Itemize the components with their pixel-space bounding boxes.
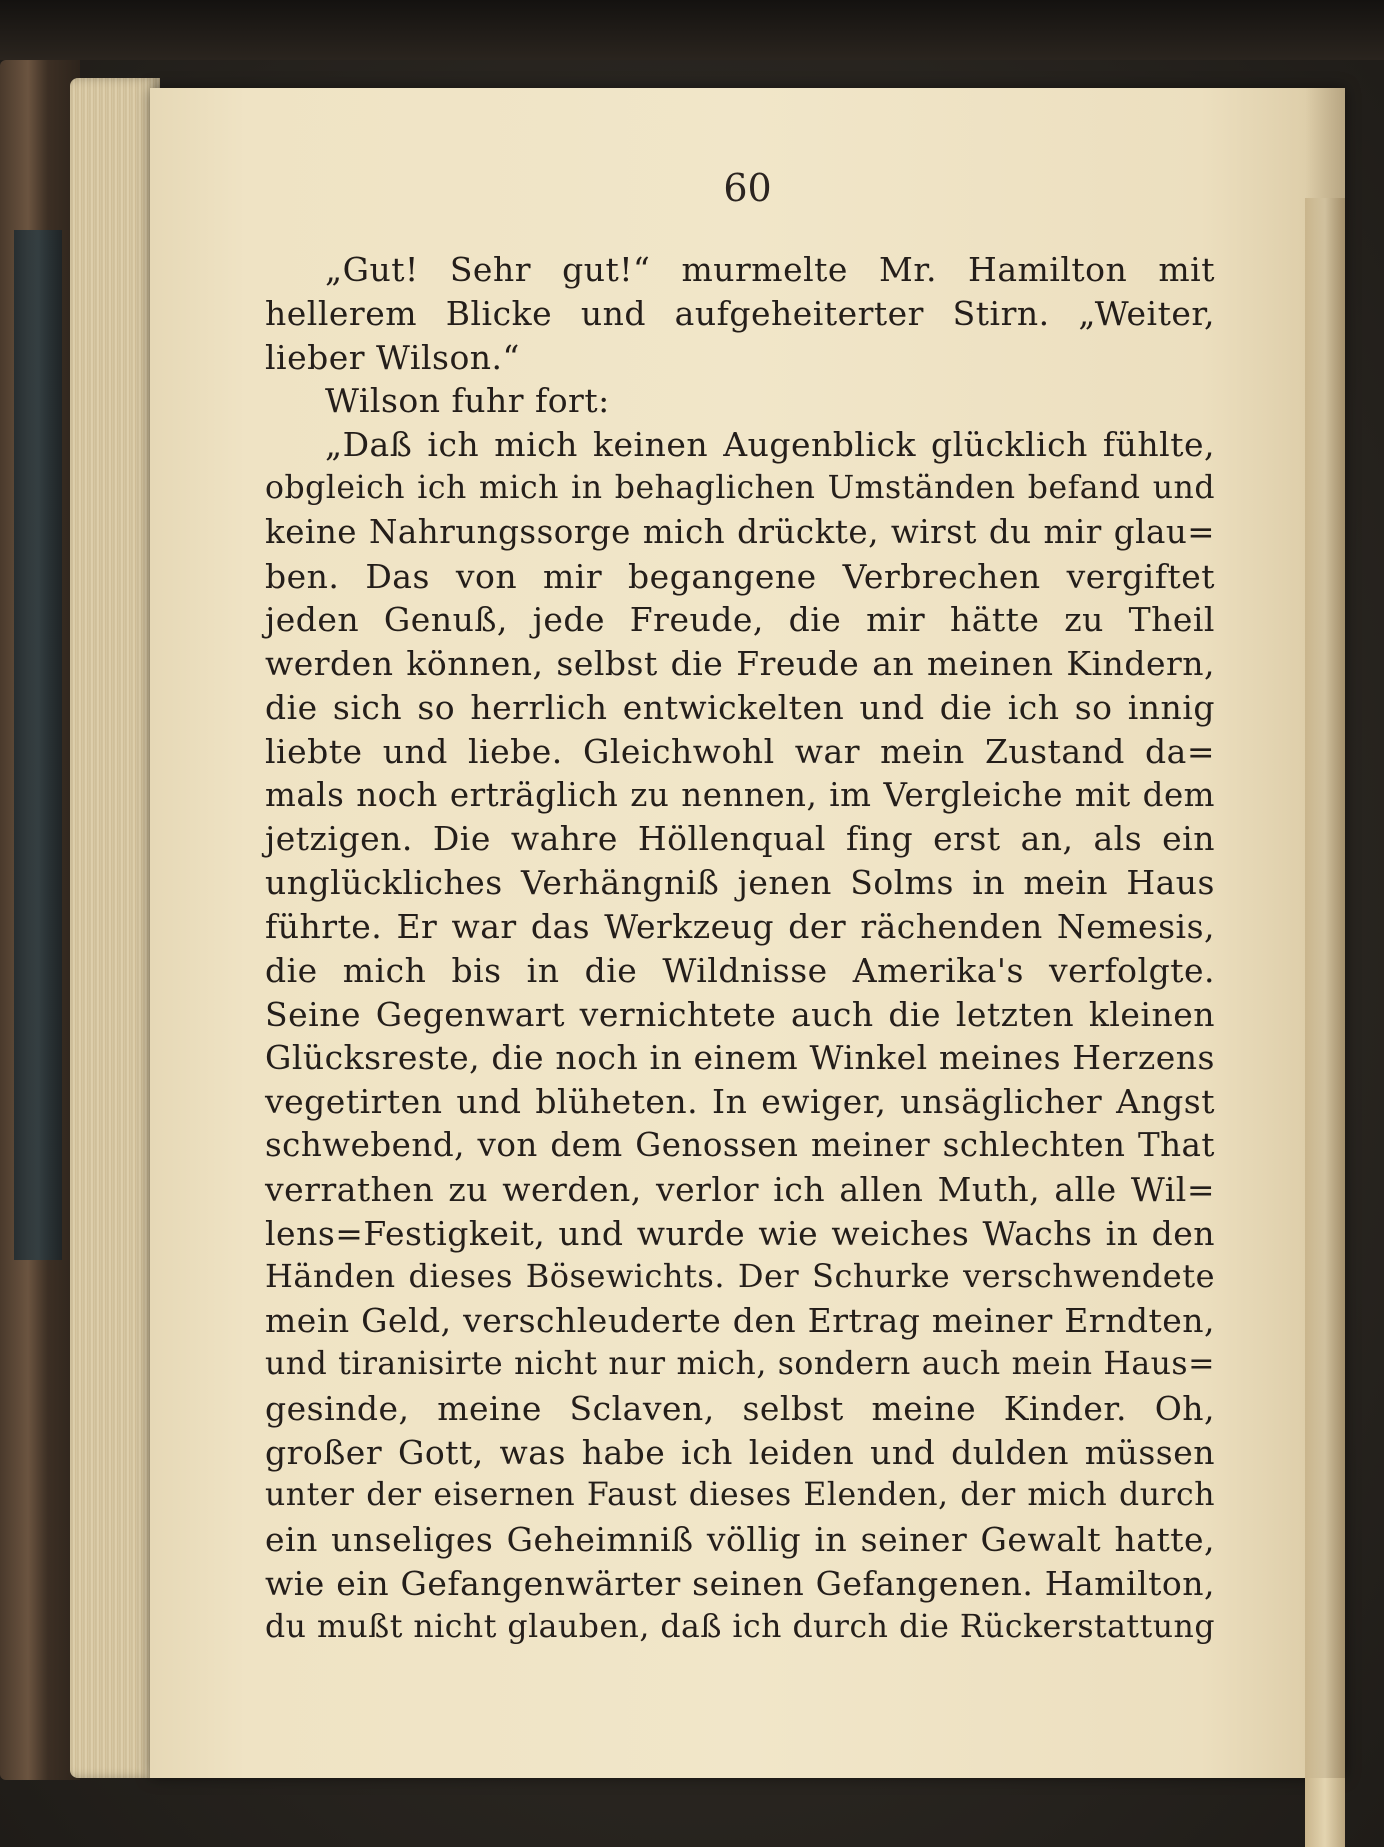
text-line: lens=Festigkeit, und wurde wie weiches Wachs in den xyxy=(265,1213,1215,1253)
text-line: lieber Wilson.“ xyxy=(265,337,520,377)
text-line: und tiranisirte nicht nur mich, sondern auch mein Haus= xyxy=(265,1345,1215,1382)
text-line: Glücksreste, die noch in einem Winkel meines Herzens xyxy=(265,1038,1215,1078)
text-line: gesinde, meine Sclaven, selbst meine Kinder. Oh, xyxy=(265,1388,1215,1428)
text-line: keine Nahrungssorge mich drückte, wirst du mir glau= xyxy=(265,512,1215,551)
book-cover-spine xyxy=(0,60,80,1780)
text-line: unglückliches Verhängniß jenen Solms in mein Haus xyxy=(265,863,1215,903)
text-line: „Daß ich mich keinen Augenblick glücklich fühlte, xyxy=(325,425,1215,465)
text-line: die mich bis in die Wildnisse Amerika's verfolgte. xyxy=(265,950,1215,990)
text-line: obgleich ich mich in behaglichen Umständen befand und xyxy=(265,469,1215,506)
text-line: schwebend, von dem Genossen meiner schlechten That xyxy=(265,1125,1215,1164)
cover-top-edge xyxy=(0,0,1384,60)
text-line: führte. Er war das Werkzeug der rächenden Nemesis, xyxy=(265,906,1215,946)
text-line: mals noch erträglich zu nennen, im Vergleiche mit dem xyxy=(265,775,1215,814)
text-line: wie ein Gefangenwärter seinen Gefangenen. Hamilton, xyxy=(265,1563,1215,1603)
text-line: Wilson fuhr fort: xyxy=(325,381,610,421)
text-line: „Gut! Sehr gut!“ murmelte Mr. Hamilton mit xyxy=(325,250,1215,289)
text-line: verrathen zu werden, verlor ich allen Muth, alle Wil= xyxy=(265,1169,1215,1209)
text-line: Seine Gegenwart vernichtete auch die letzten kleinen xyxy=(265,994,1215,1034)
text-line: jetzigen. Die wahre Höllenqual fing erst an, als ein xyxy=(265,819,1215,859)
text-line: du mußt nicht glauben, daß ich durch die Rückerstattung xyxy=(265,1608,1215,1645)
text-line: jeden Genuß, jede Freude, die mir hätte zu Theil xyxy=(265,600,1215,640)
text-line: Händen dieses Bösewichts. Der Schurke verschwendete xyxy=(265,1257,1215,1296)
text-line: vegetirten und blüheten. In ewiger, unsäglicher Angst xyxy=(265,1082,1215,1122)
text-line: hellerem Blicke und aufgeheiterter Stirn. „Weiter, xyxy=(265,293,1215,333)
page-text-block xyxy=(265,248,1215,1650)
text-line: liebte und liebe. Gleichwohl war mein Zustand da= xyxy=(265,731,1215,771)
text-line: unter der eisernen Faust dieses Elenden, der mich durch xyxy=(265,1477,1215,1514)
page-edges-stack xyxy=(70,78,160,1778)
text-line: die sich so herrlich entwickelten und die ich so innig xyxy=(265,687,1215,727)
page-number: 60 xyxy=(723,166,772,210)
text-line: werden können, selbst die Freude an meinen Kindern, xyxy=(265,644,1215,684)
text-line: ben. Das von mir begangene Verbrechen vergiftet xyxy=(265,556,1215,596)
cover-cloth-patch xyxy=(14,230,62,1260)
text-line: mein Geld, verschleuderte den Ertrag meiner Erndten, xyxy=(265,1301,1215,1341)
book-page xyxy=(150,88,1345,1778)
text-line: ein unseliges Geheimniß völlig in seiner Gewalt hatte, xyxy=(265,1520,1215,1560)
page-gutter-edge xyxy=(1305,198,1345,1847)
text-line: großer Gott, was habe ich leiden und dulden müssen xyxy=(265,1432,1215,1472)
